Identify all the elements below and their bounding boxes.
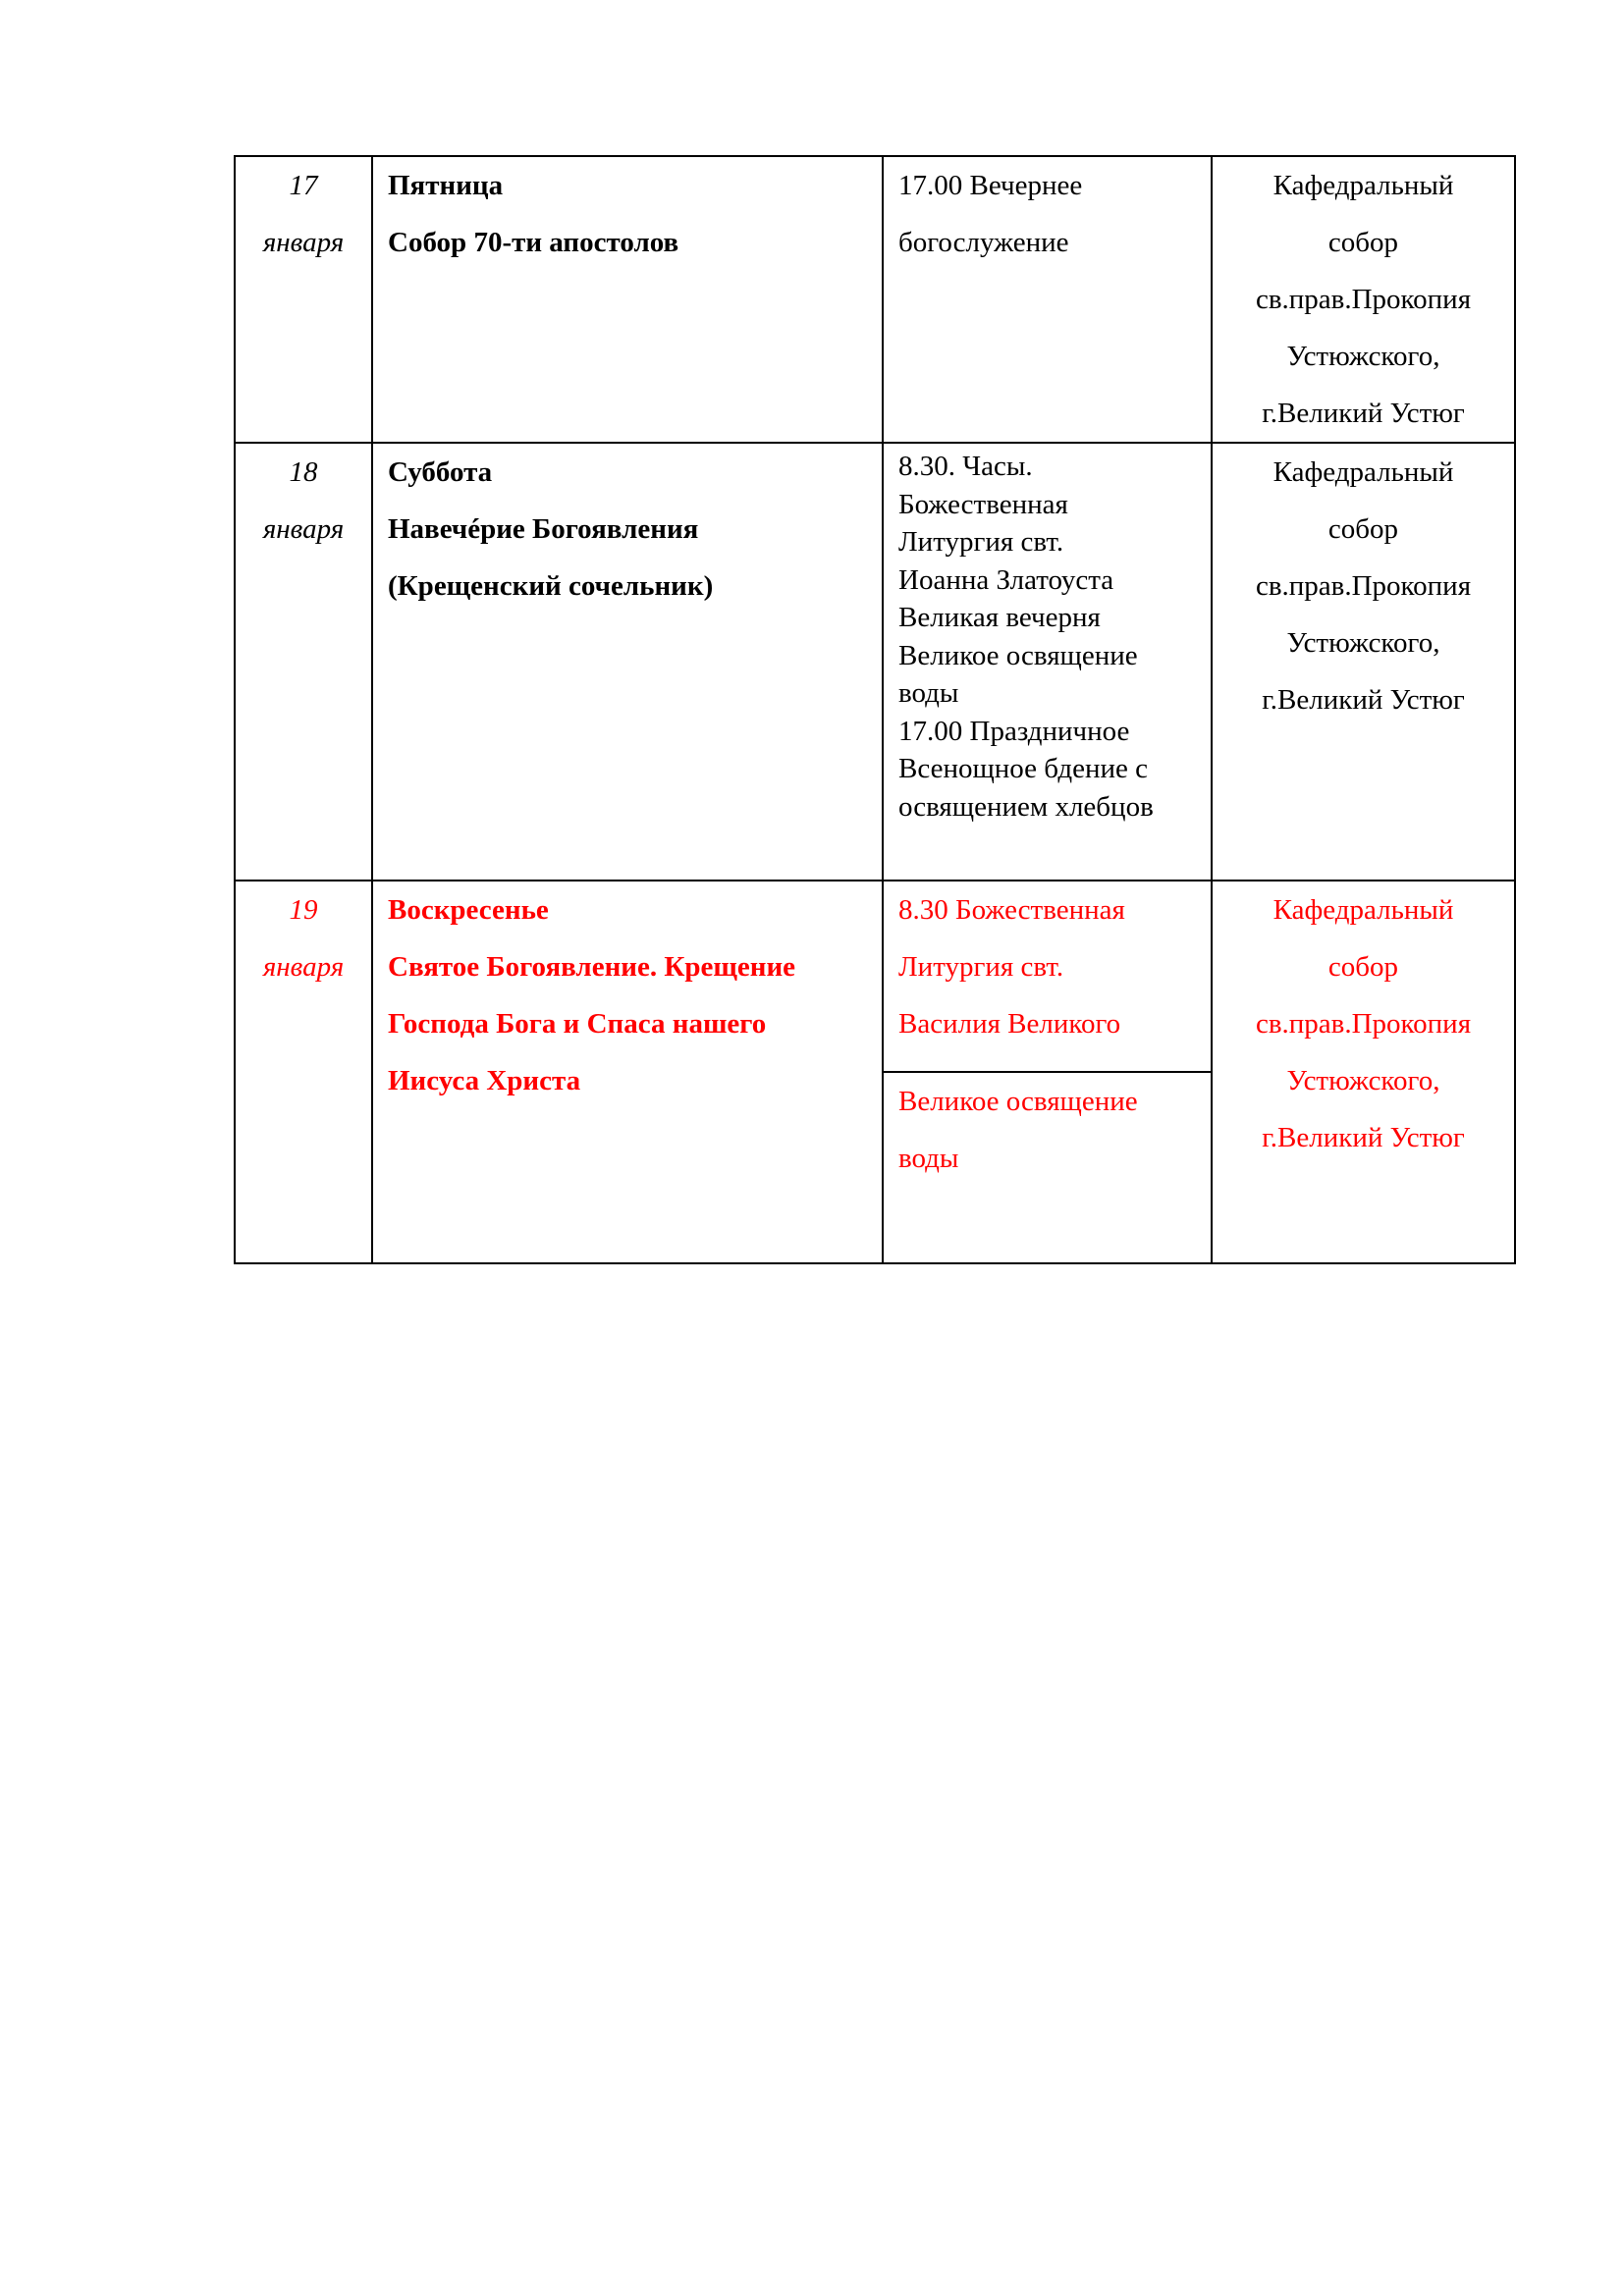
place-line: собор	[1327, 513, 1399, 545]
place-line: г.Великий Устюг	[1262, 398, 1465, 429]
place-line: Устюжского,	[1286, 627, 1440, 659]
feast-line: Собор 70-ти апостолов	[388, 227, 679, 258]
service-line: Великое освящение	[898, 639, 1138, 671]
date-cell	[235, 443, 372, 881]
date-month: января	[262, 227, 345, 258]
place-line: Кафедральный	[1272, 170, 1454, 201]
day-cell	[372, 156, 883, 443]
service-line: воды	[898, 677, 959, 709]
place-cell	[1212, 881, 1515, 1263]
day-cell	[372, 443, 883, 881]
service-cell	[883, 1072, 1212, 1263]
place-line: св.прав.Прокопия	[1255, 1008, 1472, 1040]
service-line: 17.00 Вечернее	[898, 170, 1083, 201]
date-number: 18	[289, 456, 318, 488]
place-line: св.прав.Прокопия	[1255, 570, 1472, 602]
service-line: 17.00 Праздничное	[898, 715, 1130, 747]
service-cell	[883, 156, 1212, 443]
weekday: Воскресенье	[388, 894, 549, 926]
day-cell	[372, 881, 883, 1263]
service-line: Великое освящение	[898, 1086, 1138, 1117]
weekday: Суббота	[388, 456, 493, 488]
service-line: 8.30 Божественная	[898, 894, 1125, 926]
place-cell	[1212, 443, 1515, 881]
feast-line: Навечéрие Богоявления	[388, 513, 699, 545]
schedule-row	[235, 156, 1515, 443]
date-cell	[235, 156, 372, 443]
service-line: Великая вечерня	[898, 602, 1101, 633]
feast-line: Господа Бога и Спаса нашего	[388, 1008, 767, 1040]
place-line: собор	[1327, 951, 1399, 983]
schedule-table	[234, 155, 1516, 1264]
date-month: января	[262, 513, 345, 545]
place-line: собор	[1327, 227, 1399, 258]
service-line: освящением хлебцов	[898, 790, 1154, 823]
service-line: Литургия свт.	[898, 526, 1064, 558]
place-line: г.Великий Устюг	[1262, 1122, 1465, 1153]
schedule-row	[235, 443, 1515, 881]
feast-line: Святое Богоявление. Крещение	[388, 951, 796, 983]
place-line: Кафедральный	[1272, 456, 1454, 488]
place-line: Кафедральный	[1272, 894, 1454, 926]
date-month: января	[262, 951, 345, 983]
schedule-row-feast	[235, 881, 1515, 1072]
feast-line: (Крещенский сочельник)	[388, 570, 714, 602]
date-number: 17	[289, 170, 318, 201]
service-line: Литургия свт.	[898, 951, 1064, 983]
service-line: богослужение	[898, 227, 1069, 258]
service-cell	[883, 443, 1212, 881]
feast-line: Иисуса Христа	[388, 1065, 581, 1096]
place-line: г.Великий Устюг	[1262, 684, 1465, 716]
place-line: Устюжского,	[1286, 1065, 1440, 1096]
place-line: Устюжского,	[1286, 341, 1440, 372]
date-cell	[235, 881, 372, 1263]
date-number: 19	[289, 894, 318, 926]
service-line: Всенощное бдение с	[898, 753, 1148, 784]
service-line: воды	[898, 1143, 959, 1174]
service-line: Божественная	[898, 488, 1068, 520]
weekday: Пятница	[388, 170, 504, 201]
place-cell	[1212, 156, 1515, 443]
place-line: св.прав.Прокопия	[1255, 284, 1472, 315]
service-line: 8.30. Часы.	[898, 451, 1033, 482]
service-cell	[883, 881, 1212, 1072]
service-line: Василия Великого	[898, 1008, 1121, 1040]
service-line: Иоанна Златоуста	[898, 563, 1114, 596]
